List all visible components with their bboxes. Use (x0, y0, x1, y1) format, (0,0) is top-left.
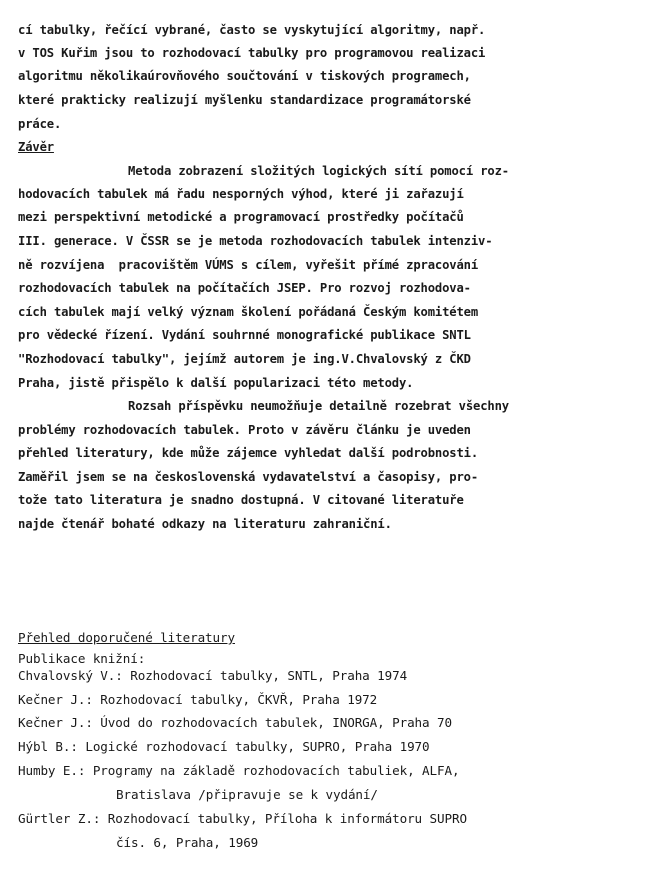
conclusion-heading: Závěr (18, 140, 54, 154)
conclusion-line: III. generace. V ČSSR se je metoda rozhodovacích tabulek intenziv- (18, 234, 493, 248)
conclusion-line: mezi perspektivní metodické a programovací prostředky počítačů (18, 210, 464, 224)
conclusion-line: Metoda zobrazení složitých logických sítí pomocí roz- (128, 164, 509, 178)
conclusion-line: hodovacích tabulek má řadu nesporných výhod, které ji zařazují (18, 187, 464, 201)
literature-item-continuation: Bratislava /připravuje se k vydání/ (116, 787, 378, 802)
literature-item-continuation: čís. 6, Praha, 1969 (116, 835, 259, 850)
conclusion-line: tože tato literatura je snadno dostupná. V citované literatuře (18, 493, 464, 507)
conclusion-line: Rozsah příspěvku neumožňuje detailně rozebrat všechny (128, 399, 509, 413)
conclusion-line: Praha, jistě přispělo k další popularizaci této metody. (18, 376, 414, 390)
conclusion-line: rozhodovacích tabulek na počítačích JSEP. Pro rozvoj rozhodova- (18, 281, 471, 295)
intro-line: které prakticky realizují myšlenku standardizace programátorské (18, 93, 471, 107)
literature-heading: Přehled doporučené literatury (18, 630, 235, 645)
conclusion-line: Zaměřil jsem se na československá vydavatelství a časopisy, pro- (18, 470, 478, 484)
conclusion-line: cích tabulek mají velký význam školení pořádaná Českým komitétem (18, 305, 478, 319)
literature-item: Humby E.: Programy na základě rozhodovacích tabuliek, ALFA, (18, 763, 460, 778)
literature-item: Kečner J.: Rozhodovací tabulky, ČKVŘ, Praha 1972 (18, 692, 378, 707)
conclusion-line: přehled literatury, kde může zájemce vyhledat další podrobnosti. (18, 446, 478, 460)
conclusion-line: ně rozvíjena pracovištěm VÚMS s cílem, vyřešit přímé zpracování (18, 258, 478, 272)
literature-subheading: Publikace knižní: (18, 651, 146, 666)
intro-line: v TOS Kuřim jsou to rozhodovací tabulky pro programovou realizaci (18, 46, 486, 60)
literature-item: Gürtler Z.: Rozhodovací tabulky, Příloha k informátoru SUPRO (18, 811, 467, 826)
conclusion-line: najde čtenář bohaté odkazy na literaturu zahraniční. (18, 517, 392, 531)
conclusion-line: problémy rozhodovacích tabulek. Proto v závěru článku je uveden (18, 423, 471, 437)
intro-line: práce. (18, 117, 62, 131)
literature-item: Chvalovský V.: Rozhodovací tabulky, SNTL, Praha 1974 (18, 668, 408, 683)
intro-line: cí tabulky, řečící vybrané, často se vyskytující algoritmy, např. (18, 23, 486, 37)
intro-line: algoritmu několikaúrovňového součtování v tiskových programech, (18, 69, 471, 83)
literature-item: Hýbl B.: Logické rozhodovací tabulky, SUPRO, Praha 1970 (18, 739, 430, 754)
conclusion-line: "Rozhodovací tabulky", jejímž autorem je ing.V.Chvalovský z ČKD (18, 352, 471, 366)
conclusion-line: pro vědecké řízení. Vydání souhrnné monografické publikace SNTL (18, 328, 471, 342)
literature-item: Kečner J.: Úvod do rozhodovacích tabulek, INORGA, Praha 70 (18, 715, 452, 730)
